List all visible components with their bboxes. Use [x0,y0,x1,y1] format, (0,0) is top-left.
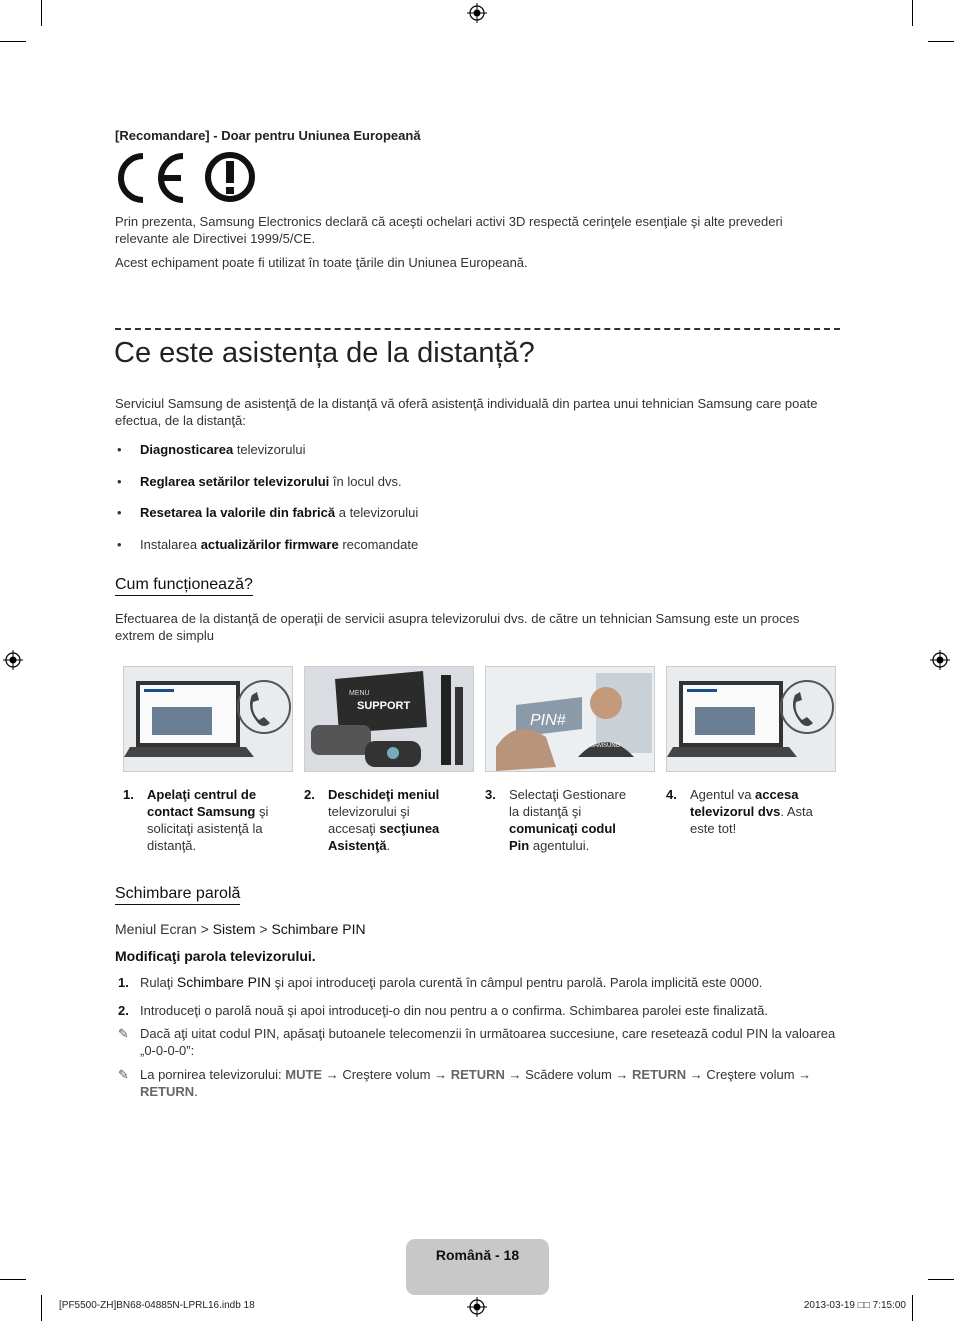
samsung-logo: SAMSUNG [590,743,621,749]
menu-path: Meniul Ecran > Sistem > Schimbare PIN [115,921,366,937]
list-item: • Diagnosticarea televizorului [115,442,418,474]
usage-text: Acest echipament poate fi utilizat în toate ţările din Uniunea Europeană. [115,255,528,270]
crop-mark [912,1295,913,1321]
declaration-text: Prin prezenta, Samsung Electronics declară că aceşti ochelari activi 3D respectă cerinţele esenţiale şi alte prevederi relevante ale Directivei 1999/5/CE. [115,214,783,246]
page-number-badge: Română - 18 [406,1239,549,1295]
crop-mark [41,0,42,26]
service-list [115,442,418,568]
menu-label: MENU [349,690,370,697]
intro-text: Serviciul Samsung de asistenţă de la distanţă vă oferă asistenţă individuală din partea unui tehnician Samsung care poate efectua, de la distanţă: [115,396,818,428]
footer-timestamp: 2013-03-19 □□ 7:15:00 [803,1300,906,1311]
registration-mark-icon [3,650,23,670]
section-divider [115,328,840,330]
list-item: • Resetarea la valorile din fabrică a televizorului [115,505,418,537]
crop-mark [0,1279,26,1280]
pin-agent-image [485,666,655,772]
ce-alert-mark-icon [113,150,261,206]
pencil-note-icon: ✎ [118,1067,129,1082]
list-item: • Reglarea setărilor televizorului în locul dvs. [115,474,418,506]
list-item: • Instalarea actualizărilor firmware recomandate [115,537,418,569]
crop-mark [41,1295,42,1321]
pin-label: PIN# [530,712,566,729]
registration-mark-icon [467,3,487,23]
footer-file-info: [PF5500-ZH]BN68-04885N-LPRL16.indb 18 [59,1300,255,1311]
how-it-works-text: Efectuarea de la distanţă de operaţii de servicii asupra televizorului dvs. de către un tehnician Samsung este un proces extrem de simplu [115,611,800,643]
support-label: SUPPORT [357,700,411,712]
tv-support-menu-image [304,666,474,772]
registration-mark-icon [930,650,950,670]
change-password-heading: Schimbare parolă [115,885,240,905]
pencil-note-icon: ✎ [118,1026,129,1041]
laptop-phone-image [666,666,836,772]
how-it-works-heading: Cum funcționează? [115,576,253,596]
crop-mark [912,0,913,26]
crop-mark [928,41,954,42]
password-instruction: Modificaţi parola televizorului. [115,948,316,964]
laptop-phone-image [123,666,293,772]
registration-mark-icon [467,1297,487,1317]
page-title: Ce este asistența de la distanță? [114,337,535,369]
recommendation-label: [Recomandare] - Doar pentru Uniunea Europeană [115,128,421,143]
crop-mark [0,41,26,42]
crop-mark [928,1279,954,1280]
